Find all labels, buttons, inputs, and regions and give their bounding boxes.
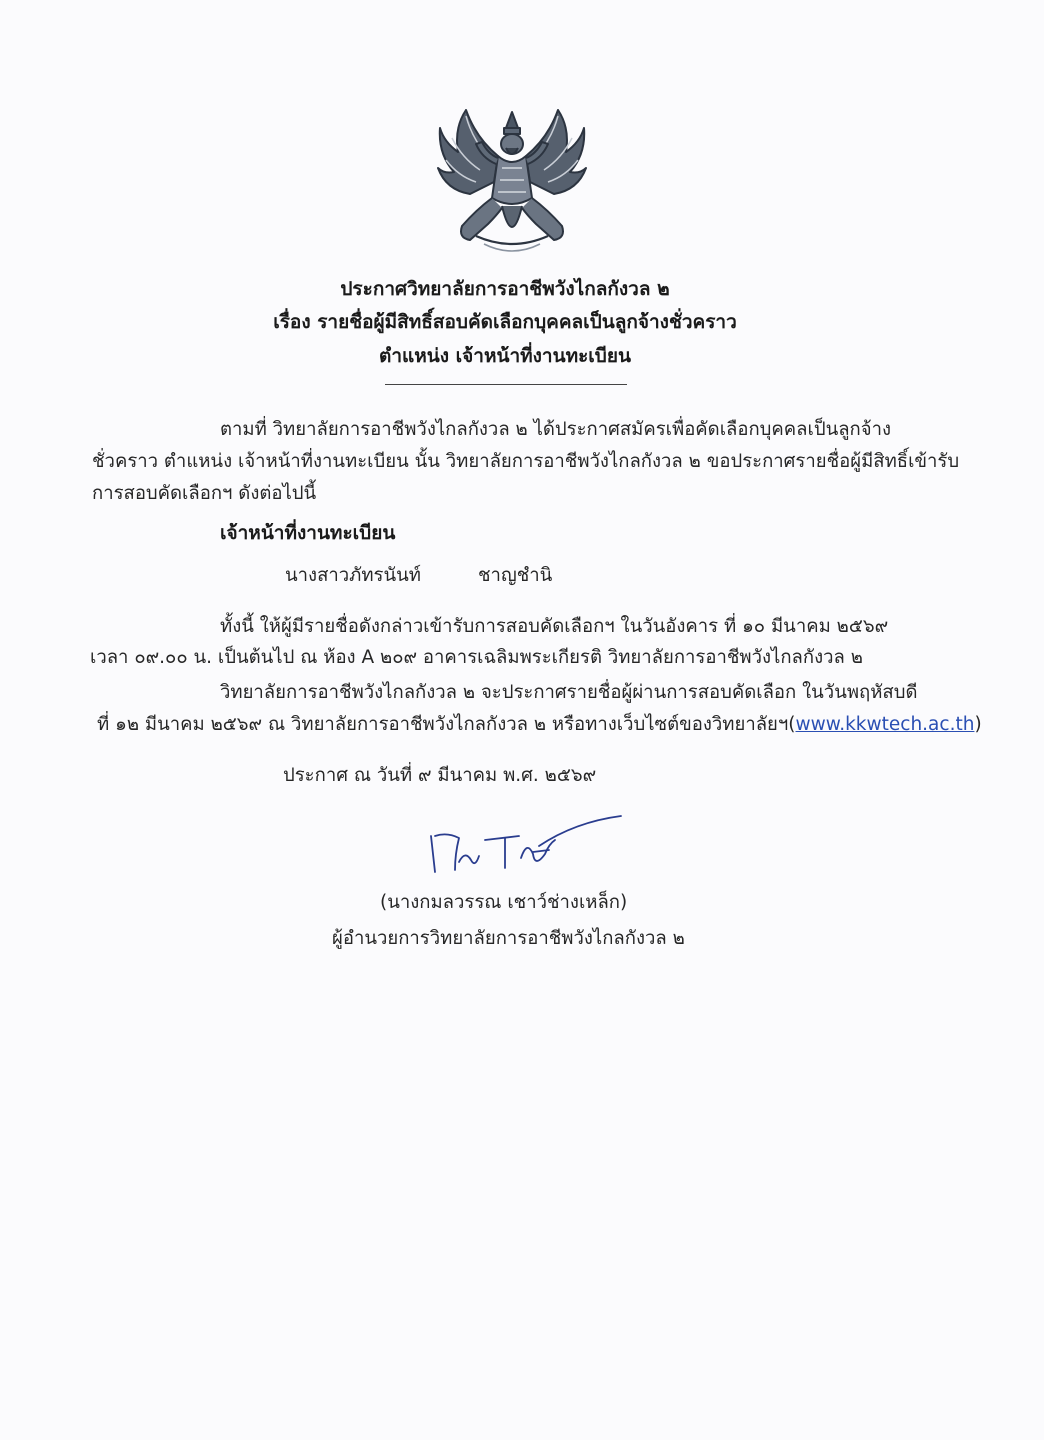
exam-line-1: ทั้งนี้ ให้ผู้มีรายชื่อดังกล่าวเข้ารับการสอบคัดเลือกฯ ในวันอังคาร ที่ ๑๐ มีนาคม ๒๕๖๙ (220, 616, 889, 637)
intro-line-1: ตามที่ วิทยาลัยการอาชีพวังไกลกังวล ๒ ได้ประกาศสมัครเพื่อคัดเลือกบุคคลเป็นลูกจ้าง (220, 419, 892, 440)
exam-line-2: เวลา ๐๙.๐๐ น. เป็นต้นไป ณ ห้อง A ๒๐๙ อาคารเฉลิมพระเกียรติ วิทยาลัยการอาชีพวังไกลกังวล ๒ (90, 647, 863, 668)
title-divider (385, 384, 627, 385)
announcement-title: ประกาศวิทยาลัยการอาชีพวังไกลกังวล ๒ (340, 278, 670, 300)
signatory-name: (นางกมลวรรณ เชาว์ช่างเหล็ก) (380, 892, 628, 913)
result-line-2-close: ) (974, 714, 982, 735)
signatory-title: ผู้อำนวยการวิทยาลัยการอาชีพวังไกลกังวล ๒ (332, 928, 685, 949)
announcement-subject: เรื่อง รายชื่อผู้มีสิทธิ์สอบคัดเลือกบุคคลเป็นลูกจ้างชั่วคราว (273, 311, 737, 333)
position-heading: เจ้าหน้าที่งานทะเบียน (220, 522, 396, 544)
result-line-2 (97, 710, 982, 739)
candidate-last-name: ชาญชำนิ (478, 565, 553, 586)
result-line-2-text: ที่ ๑๒ มีนาคม ๒๕๖๙ ณ วิทยาลัยการอาชีพวังไกลกังวล ๒ หรือทางเว็บไซต์ของวิทยาลัยฯ( (97, 714, 796, 735)
intro-line-2: ชั่วคราว ตำแหน่ง เจ้าหน้าที่งานทะเบียน นั้น วิทยาลัยการอาชีพวังไกลกังวล ๒ ขอประกาศรายชื่อผู้มีสิทธิ์เข้ารับ (92, 451, 960, 472)
intro-line-3: การสอบคัดเลือกฯ ดังต่อไปนี้ (92, 483, 317, 504)
garuda-emblem-icon (436, 98, 588, 258)
result-line-1: วิทยาลัยการอาชีพวังไกลกังวล ๒ จะประกาศรายชื่อผู้ผ่านการสอบคัดเลือก ในวันพฤหัสบดี (220, 682, 918, 703)
announcement-date: ประกาศ ณ วันที่ ๙ มีนาคม พ.ศ. ๒๕๖๙ (283, 765, 597, 786)
announcement-position: ตำแหน่ง เจ้าหน้าที่งานทะเบียน (378, 345, 631, 367)
college-website-link[interactable]: www.kkwtech.ac.th (795, 714, 975, 735)
handwritten-signature (425, 810, 625, 890)
candidate-first-name: นางสาวภัทรนันท์ (285, 565, 421, 586)
